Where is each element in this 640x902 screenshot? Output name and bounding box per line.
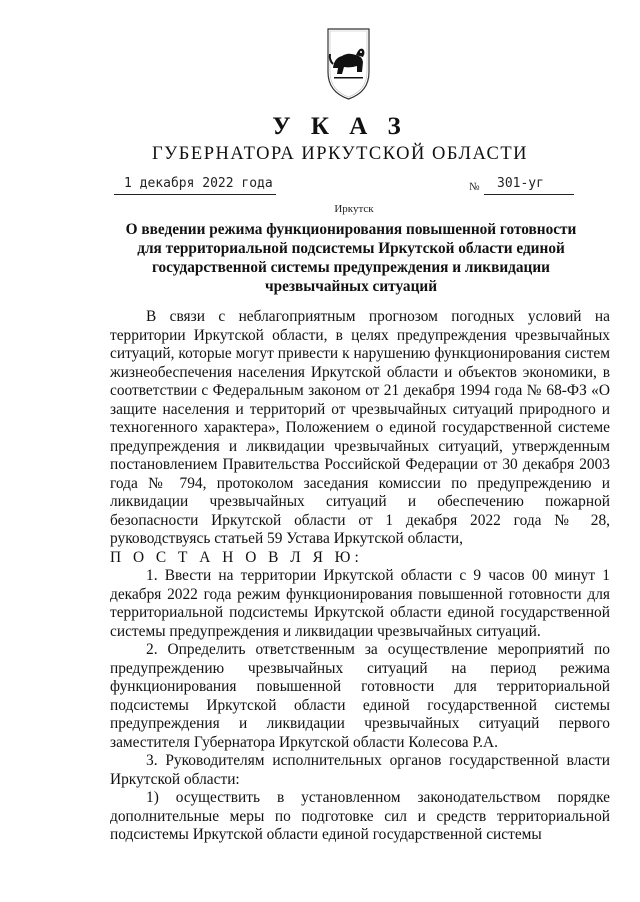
date-underline	[114, 194, 276, 195]
decree-heading: О введении режима функционирования повышенной готовности для территориальной подсистемы Иркутской области единой государственной системы предупреждения и ликвидации чрезвычайных ситуаций	[125, 221, 577, 295]
item-1-paragraph: 1. Ввести на территории Иркутской области с 9 часов 00 минут 1 декабря 2022 года режим функционирования повышенной готовности для территориальной подсистемы Иркутской области единой государственной системы предупреждения и ликвидации чрезвычайных ситуаций.	[110, 567, 610, 640]
item-3-1-paragraph: 1) осуществить в установленном законодательством порядке дополнительные меры по подготовке сил и средств территориальной подсистемы Иркутской области единой государственной системы	[110, 789, 610, 843]
document-subtitle: ГУБЕРНАТОРА ИРКУТСКОЙ ОБЛАСТИ	[151, 144, 528, 164]
decree-word: П О С Т А Н О В Л Я Ю:	[110, 548, 363, 566]
decree-body	[110, 308, 610, 845]
number-sign: №	[469, 181, 480, 193]
decree-date: 1 декабря 2022 года	[124, 176, 273, 191]
item-2-paragraph: 2. Определить ответственным за осуществление мероприятий по предупреждению чрезвычайных ситуаций на период режима функционирования повышенной готовности для территориальной подсистемы Иркутской области единой государственной системы предупреждения и ликвидации чрезвычайных ситуаций первого заместителя Губернатора Иркутской области Колесова Р.А.	[110, 641, 610, 751]
coat-of-arms-icon	[326, 28, 371, 100]
document-title: У К А З	[272, 113, 408, 140]
preamble-paragraph: В связи с неблагоприятным прогнозом погодных условий на территории Иркутской области, в целях предупреждения чрезвычайных ситуаций, которые могут привести к нарушению функционирования систем жизнеобеспечения населения Иркутской области и объектов экономики, в соответствии с Федеральным законом от 21 декабря 1994 года № 68-ФЗ «О защите населения и территорий от чрезвычайных ситуаций природного и техногенного характера», Положением о единой государственной системе предупреждения и ликвидации чрезвычайных ситуаций, утвержденным постановлением Правительства Российской Федерации от 30 декабря 2003 года № 794, протоколом заседания комиссии по предупреждению и ликвидации чрезвычайных ситуаций и обеспечению пожарной безопасности Иркутской области от 1 декабря 2022 года № 28, руководствуясь статьей 59 Устава Иркутской области,	[110, 308, 610, 547]
number-underline	[484, 194, 574, 195]
city-label: Иркутск	[334, 203, 374, 215]
decree-number: 301-уг	[497, 176, 544, 191]
item-3-paragraph: 3. Руководителям исполнительных органов государственной власти Иркутской области:	[110, 752, 610, 788]
